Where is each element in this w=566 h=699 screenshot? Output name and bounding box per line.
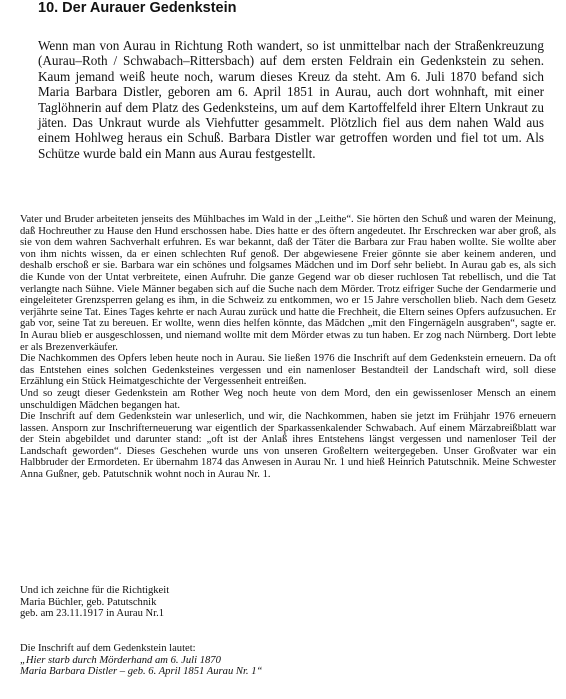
inscription-block (20, 643, 420, 678)
signature-line: Und ich zeichne für die Richtigkeit (20, 585, 170, 596)
inscription-line-1: „Hier starb durch Mörderhand am 6. Juli 1870 (20, 654, 221, 666)
paragraph-descendants: Die Nachkommen des Opfers leben heute noch in Aurau. Sie ließen 1976 die Inschrift auf dem Gedenkstein erneuern. Da oft das Entstehen eines solchen Gedenksteines vergessen und ein namenloser Bestandteil der Landschaft wird, soll diese Erzählung ein Stück Heimatgeschichte der Vergessenheit entreißen. (20, 353, 556, 388)
signature-birth: geb. am 23.11.1917 in Aurau Nr.1 (20, 608, 165, 620)
inscription-line-2: Maria Barbara Distler – geb. 6. April 1851 Aurau Nr. 1“ (20, 666, 263, 678)
intro-paragraph: Wenn man von Aurau in Richtung Roth wandert, so ist unmittelbar nach der Straßenkreuzung (Aurau–Roth / Schwabach–Rittersbach) auf dem ersten Feldrain ein Gedenkstein zu sehen. Kaum jemand weiß heute noch, warum dieses Kreuz da steht. Am 6. Juli 1870 befand sich Maria Barbara Distler, geboren am 6. April 1851 in Aurau, auch dort wohnhaft, mit einer Taglöhnerin auf dem Platz des Gedenksteins, um auf dem Kartoffelfeld ihrer Eltern Unkraut zu jäten. Das Unkraut wurde als Viehfutter gesammelt. Plötzlich fiel aus dem nahen Wald aus einem Hohlweg heraus ein Schuß. Barbara Distler war getroffen worden und fiel tot um. Als Schütze wurde bald ein Mann aus Aurau festgestellt. (38, 38, 544, 161)
paragraph-testimony: Und so zeugt dieser Gedenkstein am Rother Weg noch heute von dem Mord, den ein gewissenloser Mensch an einem unschuldigen Mädchen begangen hat. (20, 387, 556, 411)
inscription-intro: Die Inschrift auf dem Gedenkstein lautet: (20, 643, 196, 654)
paragraph-story: Vater und Bruder arbeiteten jenseits des Mühlbaches im Wald in der „Leithe“. Sie hörten den Schuß und waren der Meinung, daß Hochreuther zu Hause den Hund erschossen habe. Dies hatte er des öftern angedeutet. Ihr Erschrecken war aber groß, als sie von dem wahren Sachverhalt erfuhren. Es war bekannt, daß der Täter die Barbara zur Frau haben wollte. Sie wollte aber von ihm nichts wissen, da er einen schlechten Ruf genoß. Der abgewiesene Freier gönnte sie aber keinem anderen, und deshalb erschoß er sie. Barbara war ein schönes und folgsames Mädchen und im Dorf sehr beliebt. In Aurau gab es, als sich die Kunde von der Untat verbreitete, einen Aufruhr. Die ganze Gegend war ob dieser ruchlosen Tat rebellisch, und die Tat verlangte nach Sühne. Viele Männer begaben sich auf die Suche nach dem Mörder. Trotz eifriger Suche der Gendarmerie und eingeleiteter Grenzsperren gelang es ihm, in die Schweiz zu entkommen, wo er 15 Jahre verschollen blieb. Nach dem Gesetz verjährte seine Tat. Eines Tages kehrte er nach Aurau zurück und hatte die Frechheit, die Eltern seines Opfers aufzusuchen. Er gab vor, seine Tat zu bereuen. Er wollte, wenn dies helfen könnte, das Mädchen „mit den Fingernägeln ausgraben“, sagte er. In Aurau blieb er ausgeschlossen, und niemand wollte mit dem Mörder etwas zu tun haben. Er zog nach Nürnberg. Dort lebte er als Brezenverkäufer. (20, 214, 556, 353)
signature-block (20, 585, 320, 620)
section-heading: 10. Der Aurauer Gedenkstein (38, 0, 237, 16)
intro-block (38, 38, 544, 161)
signature-name: Maria Büchler, geb. Patutschnik (20, 596, 157, 608)
main-text (20, 214, 556, 481)
paragraph-inscription-renewal: Die Inschrift auf dem Gedenkstein war unleserlich, und wir, die Nachkommen, haben sie jetzt im Frühjahr 1976 erneuern lassen. Ansporn zur Inschrifterneuerung war eigentlich der Sparkassenkalender Schwabach. Auf einem Märzabreißblatt war der Stein abgebildet und darunter stand: „oft ist der Anlaß ihres Entstehens längst vergessen und namenloser Teil der Landschaft geworden“. Dieses Geschehen wurde uns von unseren Großeltern weitergegeben. Unser Großvater war ein Halbbruder der Ermordeten. Er übernahm 1874 das Anwesen in Aurau Nr. 1 und hieß Heinrich Patutschnik. Meine Schwester Anna Gußner, geb. Patutschnik wohnt noch in Aurau Nr. 1. (20, 411, 556, 481)
